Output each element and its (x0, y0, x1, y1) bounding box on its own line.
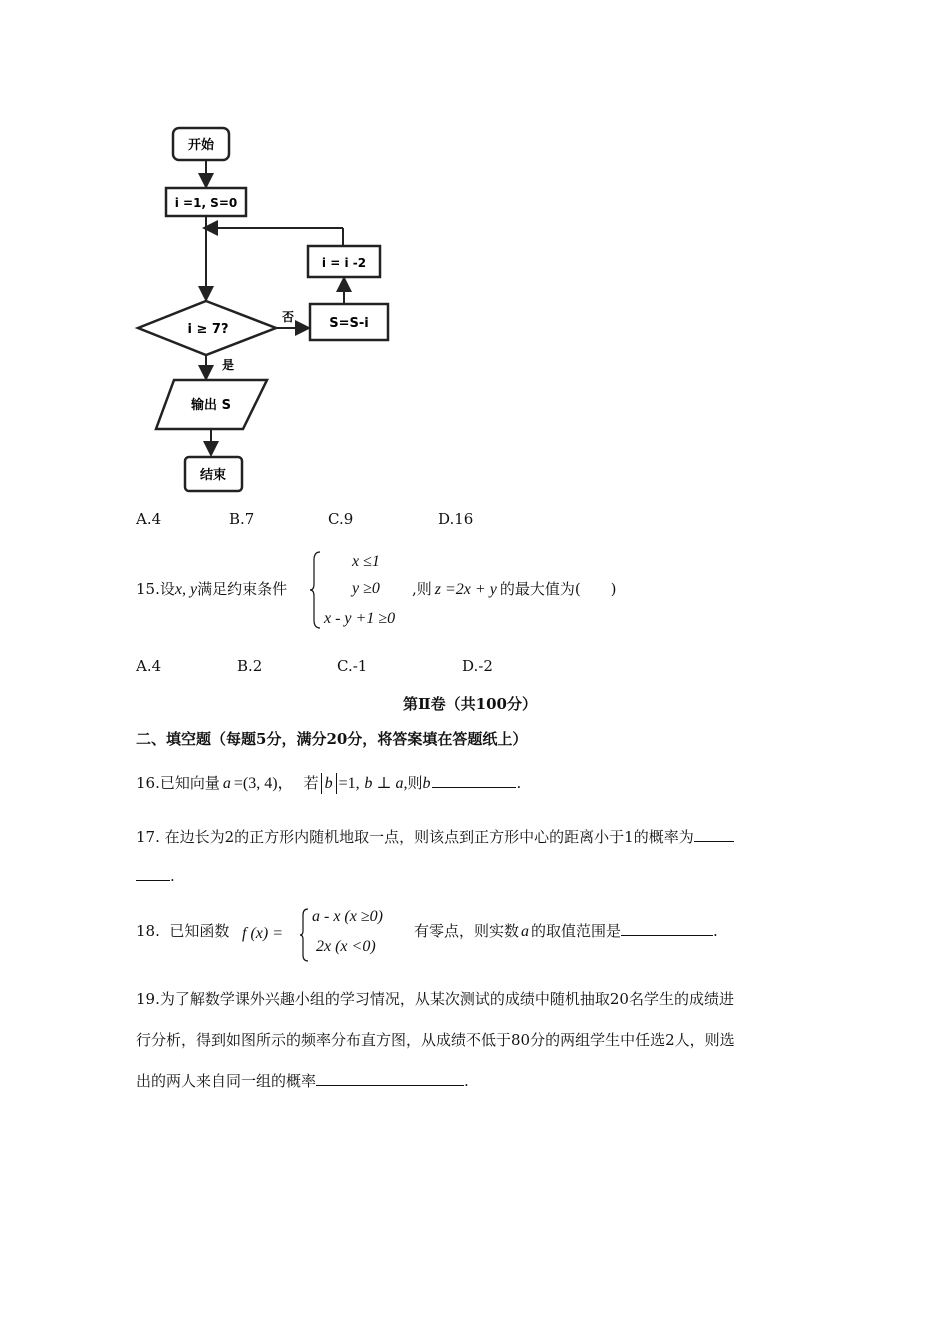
q17-answer-blank-1[interactable] (694, 827, 734, 842)
q17-line2 (136, 866, 175, 885)
q15-brace (308, 550, 322, 630)
q14-option-c: C.9 (328, 510, 354, 528)
q16-abs-b: b (321, 773, 337, 794)
q16-text2: 若 (303, 774, 319, 792)
flow-yes-label: 是 (221, 358, 235, 372)
q19-line2: 行分析，得到如图所示的频率分布直方图，从成绩不低于80分的两组学生中任选2人，则选 (136, 1031, 735, 1049)
q17-end: . (170, 867, 175, 885)
section-heading: 二、填空题（每题5分，满分20分，将答案填在答题纸上） (136, 730, 528, 748)
q16-text3: 则 (407, 774, 423, 792)
flow-condition-label: i ≥ 7? (187, 322, 229, 337)
q19-text: 出的两人来自同一组的概率 (136, 1072, 317, 1090)
q15-prefix: 设 (159, 580, 175, 598)
flow-start-label: 开始 (187, 138, 215, 153)
q16-eq: =(3, 4)， (233, 775, 294, 792)
q18-case-1: a - x (x ≥0) (312, 908, 383, 925)
q19-line1: 19.为了解数学课外兴趣小组的学习情况，从某次测试的成绩中随机抽取20名学生的成绩进 (136, 990, 734, 1008)
q19-end: . (464, 1072, 469, 1090)
q15-text1: 满足约束条件 (197, 580, 288, 598)
q15-text2: ,则 (412, 580, 432, 598)
q16-number: 16. (136, 774, 160, 792)
q16-question (136, 770, 521, 793)
q18-text1: 已知函数 (169, 922, 230, 940)
q17-answer-blank-2[interactable] (136, 866, 170, 881)
q16-vec-a: a (222, 775, 231, 792)
q18-question (136, 920, 229, 941)
q15-constraint-3: x - y +1 ≥0 (324, 610, 396, 627)
q18-text2: 有零点，则实数 (414, 922, 520, 940)
flow-end-label: 结束 (199, 468, 227, 483)
q15-number: 15. (136, 580, 160, 598)
q15-option-b: B.2 (237, 657, 263, 675)
q18-case-2: 2x (x <0) (316, 938, 376, 955)
flow-update-i-label: i = i -2 (321, 256, 367, 270)
flow-no-label: 否 (281, 310, 295, 324)
q19-line3 (136, 1070, 469, 1091)
flowchart (130, 115, 420, 510)
flow-update-s-label: S=S-i (329, 316, 369, 331)
q14-option-d: D.16 (438, 510, 474, 528)
q14-option-a: A.4 (136, 510, 162, 528)
q15-option-d: D.-2 (462, 657, 493, 675)
q17-line1 (136, 826, 734, 847)
q15-option-c: C.-1 (337, 657, 368, 675)
q19-answer-blank[interactable] (316, 1071, 464, 1086)
flow-output-label: 输出 S (191, 398, 231, 413)
q18-tail (414, 920, 718, 941)
q15-option-a: A.4 (136, 657, 162, 675)
q18-brace (298, 907, 310, 963)
q16-text1: 已知向量 (159, 774, 220, 792)
q15-vars: x, y (174, 581, 198, 598)
q18-a: a (521, 923, 530, 940)
q15-constraint-1: x ≤1 (352, 553, 380, 570)
q18-fx: f (x) = (242, 925, 283, 942)
q18-text3: 的取值范围是 (531, 922, 622, 940)
q18-end: . (713, 922, 718, 940)
section-title: 第Ⅱ卷（共100分） (403, 695, 537, 713)
q15-expr: z =2x + y (434, 581, 497, 598)
q16-b: b (422, 775, 431, 792)
q14-option-b: B.7 (229, 510, 255, 528)
flow-init-label: i =1, S=0 (174, 196, 238, 210)
q15-constraint-2: y ≥0 (352, 580, 380, 597)
q15-tail (412, 578, 617, 599)
q16-end: . (516, 774, 522, 792)
q18-answer-blank[interactable] (621, 921, 713, 936)
q18-number: 18. (136, 922, 160, 940)
q16-perp: b ⊥ a, (364, 775, 408, 792)
q17-text: 17. 在边长为2的正方形内随机地取一点，则该点到正方形中心的距离小于1的概率为 (136, 828, 694, 846)
q15-question (136, 578, 287, 599)
q16-answer-blank[interactable] (432, 773, 516, 788)
q16-eq2: =1, (338, 775, 360, 792)
q15-text3: 的最大值为( ) (499, 580, 617, 598)
